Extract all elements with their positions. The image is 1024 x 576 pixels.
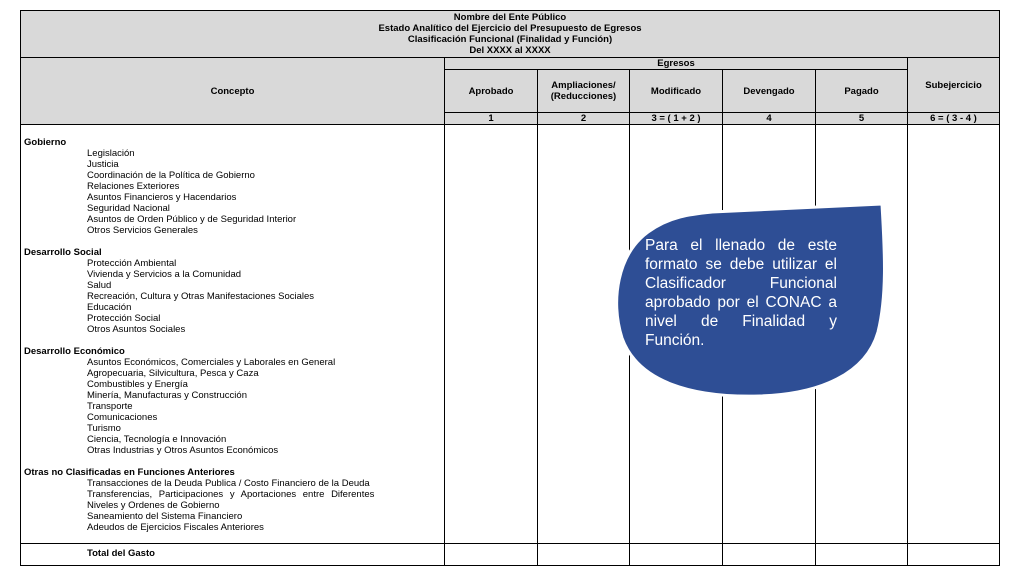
list-item: Ciencia, Tecnología e Innovación [87,434,227,445]
list-item: Turismo [87,423,121,434]
group-title: Desarrollo Social [24,247,102,258]
list-item: Justicia [87,159,119,170]
list-item: Otras Industrias y Otros Asuntos Económicos [87,445,279,456]
list-item: Coordinación de la Política de Gobierno [87,170,255,181]
list-item: Niveles y Ordenes de Gobierno [87,500,220,511]
entity-name: Nombre del Ente Público [453,12,567,23]
list-item: Otros Servicios Generales [87,225,198,236]
header-aprobado: Aprobado [445,70,538,113]
header-concepto: Concepto [21,58,445,125]
report-title: Estado Analítico del Ejercicio del Presupuesto de Egresos [378,23,642,34]
list-item: Asuntos Financieros y Hacendarios [87,192,237,203]
group-title: Desarrollo Económico [24,346,125,357]
list-item: Asuntos de Orden Público y de Seguridad Interior [87,214,297,225]
callout-text: Para el llenado de este formato se debe utilizar el Clasificador Funcional aprobado por el CONAC a nivel de Finalidad y Función. [645,237,837,349]
list-item: Protección Ambiental [87,258,177,269]
list-item: Vivienda y Servicios a la Comunidad [87,269,242,280]
col-number-6: 6 = ( 3 - 4 ) [908,113,999,125]
report-subtitle: Clasificación Funcional (Finalidad y Función) [407,34,613,45]
list-item: Adeudos de Ejercicios Fiscales Anteriores [87,522,264,533]
col-number-2: 2 [538,113,630,125]
list-item: Protección Social [87,313,161,324]
group-title: Otras no Clasificadas en Funciones Anteriores [24,467,235,478]
list-item: Otros Asuntos Sociales [87,324,186,335]
list-item: Agropecuaria, Silvicultura, Pesca y Caza [87,368,259,379]
report-period: Del XXXX al XXXX [469,45,551,56]
list-item: Minería, Manufacturas y Construcción [87,390,247,401]
list-item: Salud [87,280,112,291]
group-title: Gobierno [24,137,67,148]
col-number-3: 3 = ( 1 + 2 ) [630,113,723,125]
list-item: Comunicaciones [87,412,158,423]
aprobado-column [445,125,538,566]
header-subejercicio: Subejercicio [908,58,999,113]
list-item: Combustibles y Energía [87,379,188,390]
header-egresos: Egresos [445,58,908,70]
col-number-5: 5 [816,113,908,125]
list-item: Legislación [87,148,135,159]
header-modificado: Modificado [630,70,723,113]
total-divider [21,543,999,544]
concept-list [21,125,445,533]
list-item: Seguridad Nacional [87,203,170,214]
header-ampliaciones: Ampliaciones/ (Reducciones) [538,70,630,113]
list-item: Transporte [87,401,133,412]
list-item: Recreación, Cultura y Otras Manifestaciones Sociales [87,291,315,302]
list-item: Asuntos Económicos, Comerciales y Laborales en General [87,357,336,368]
header-devengado: Devengado [723,70,816,113]
col-number-1: 1 [445,113,538,125]
report-header [21,11,999,58]
list-item: Educación [87,302,132,313]
list-item: Saneamiento del Sistema Financiero [87,511,243,522]
list-item: Relaciones Exteriores [87,181,180,192]
header-pagado: Pagado [816,70,908,113]
list-item: Transferencias, Participaciones y Aportaciones entre Diferentes [87,489,375,500]
list-item: Transacciones de la Deuda Publica / Costo Financiero de la Deuda [87,478,370,489]
col-number-4: 4 [723,113,816,125]
total-label: Total del Gasto [87,548,155,559]
